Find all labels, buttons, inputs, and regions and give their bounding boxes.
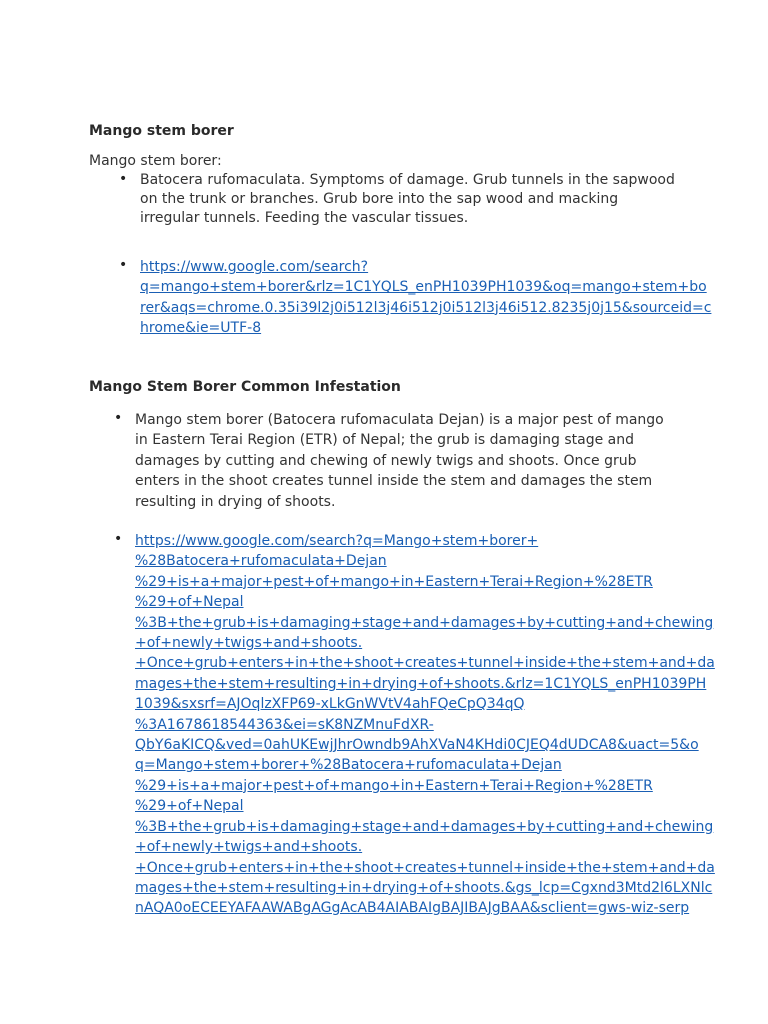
bullet-icon: • (114, 531, 123, 547)
link-line[interactable]: %3B+the+grub+is+damaging+stage+and+damages+by+cutting+and+chewing (135, 818, 714, 835)
link-line[interactable]: %3A1678618544363&ei=sK8NZMnuFdXR- (135, 716, 434, 733)
bullet-list-section1 (119, 171, 680, 228)
google-search-link[interactable] (135, 531, 715, 919)
link-line[interactable]: q=Mango+stem+borer+%28Batocera+rufomaculata+Dejan (135, 757, 562, 774)
bullet-paragraph: Mango stem borer (Batocera rufomaculata Dejan) is a major pest of mango in Eastern Terai Region (ETR) of Nepal; the grub is damaging stage and damages by cutting and chewing of newly twigs and shoots. Once grub enters in the shoot creates tunnel inside the stem and damages the stem resulting in drying of shoots. (135, 412, 664, 510)
link-line[interactable]: %28Batocera+rufomaculata+Dejan (135, 553, 387, 570)
link-line[interactable]: +of+newly+twigs+and+shoots. (135, 635, 363, 652)
link-line[interactable]: +Once+grub+enters+in+the+shoot+creates+tunnel+inside+the+stem+and+da (135, 655, 715, 672)
link-line[interactable]: q=mango+stem+borer&rlz=1C1YQLS_enPH1039PH1039&oq=mango+stem+bo (140, 279, 707, 296)
list-item (114, 531, 715, 919)
bullet-icon: • (119, 171, 128, 187)
bullet-icon: • (119, 257, 128, 273)
link-line[interactable]: %29+of+Nepal (135, 594, 244, 611)
list-item (114, 410, 680, 512)
list-item (119, 171, 680, 228)
link-line[interactable]: hrome&ie=UTF-8 (140, 320, 262, 337)
google-search-link[interactable] (140, 257, 712, 339)
link-line[interactable]: 1039&sxsrf=AJOqlzXFP69-xLkGnWVtV4ahFQeCpQ34qQ (135, 696, 525, 713)
link-line[interactable]: +Once+grub+enters+in+the+shoot+creates+tunnel+inside+the+stem+and+da (135, 859, 715, 876)
link-line[interactable]: %29+is+a+major+pest+of+mango+in+Eastern+Terai+Region+%28ETR (135, 777, 653, 794)
link-line[interactable]: https://www.google.com/search?q=Mango+stem+borer+ (135, 533, 539, 549)
link-line[interactable]: %29+of+Nepal (135, 798, 244, 815)
bullet-paragraph: Batocera rufomaculata. Symptoms of damage. Grub tunnels in the sapwood on the trunk or branches. Grub bore into the sap wood and macking irregular tunnels. Feeding the vascular tissues. (140, 172, 675, 226)
intro-text: Mango stem borer: (89, 153, 222, 169)
section-heading-mango-stem-borer: Mango stem borer (89, 123, 234, 139)
list-item (119, 257, 712, 339)
link-line[interactable]: nAQA0oECEEYAFAAWABgAGgAcAB4AIABAIgBAJIBAJgBAA&sclient=gws-wiz-serp (135, 900, 690, 917)
bullet-list-section2 (114, 410, 680, 512)
link-line[interactable]: mages+the+stem+resulting+in+drying+of+shoots.&rlz=1C1YQLS_enPH1039PH (135, 675, 707, 692)
link-list-section2 (114, 531, 715, 919)
link-line[interactable]: https://www.google.com/search? (140, 259, 369, 275)
link-list-section1 (119, 257, 712, 339)
section-heading-common-infestation: Mango Stem Borer Common Infestation (89, 379, 401, 395)
link-line[interactable]: QbY6aKICQ&ved=0ahUKEwjJhrOwndb9AhXVaN4KHdi0CJEQ4dUDCA8&uact=5&o (135, 737, 699, 754)
link-line[interactable]: mages+the+stem+resulting+in+drying+of+shoots.&gs_lcp=Cgxnd3Mtd2l6LXNlc (135, 879, 713, 896)
link-line[interactable]: rer&aqs=chrome.0.35i39l2j0i512l3j46i512j0i512l3j46i512.8235j0j15&sourceid=c (140, 299, 712, 316)
link-line[interactable]: %29+is+a+major+pest+of+mango+in+Eastern+Terai+Region+%28ETR (135, 573, 653, 590)
link-line[interactable]: +of+newly+twigs+and+shoots. (135, 839, 363, 856)
bullet-icon: • (114, 410, 123, 426)
link-line[interactable]: %3B+the+grub+is+damaging+stage+and+damages+by+cutting+and+chewing (135, 614, 714, 631)
